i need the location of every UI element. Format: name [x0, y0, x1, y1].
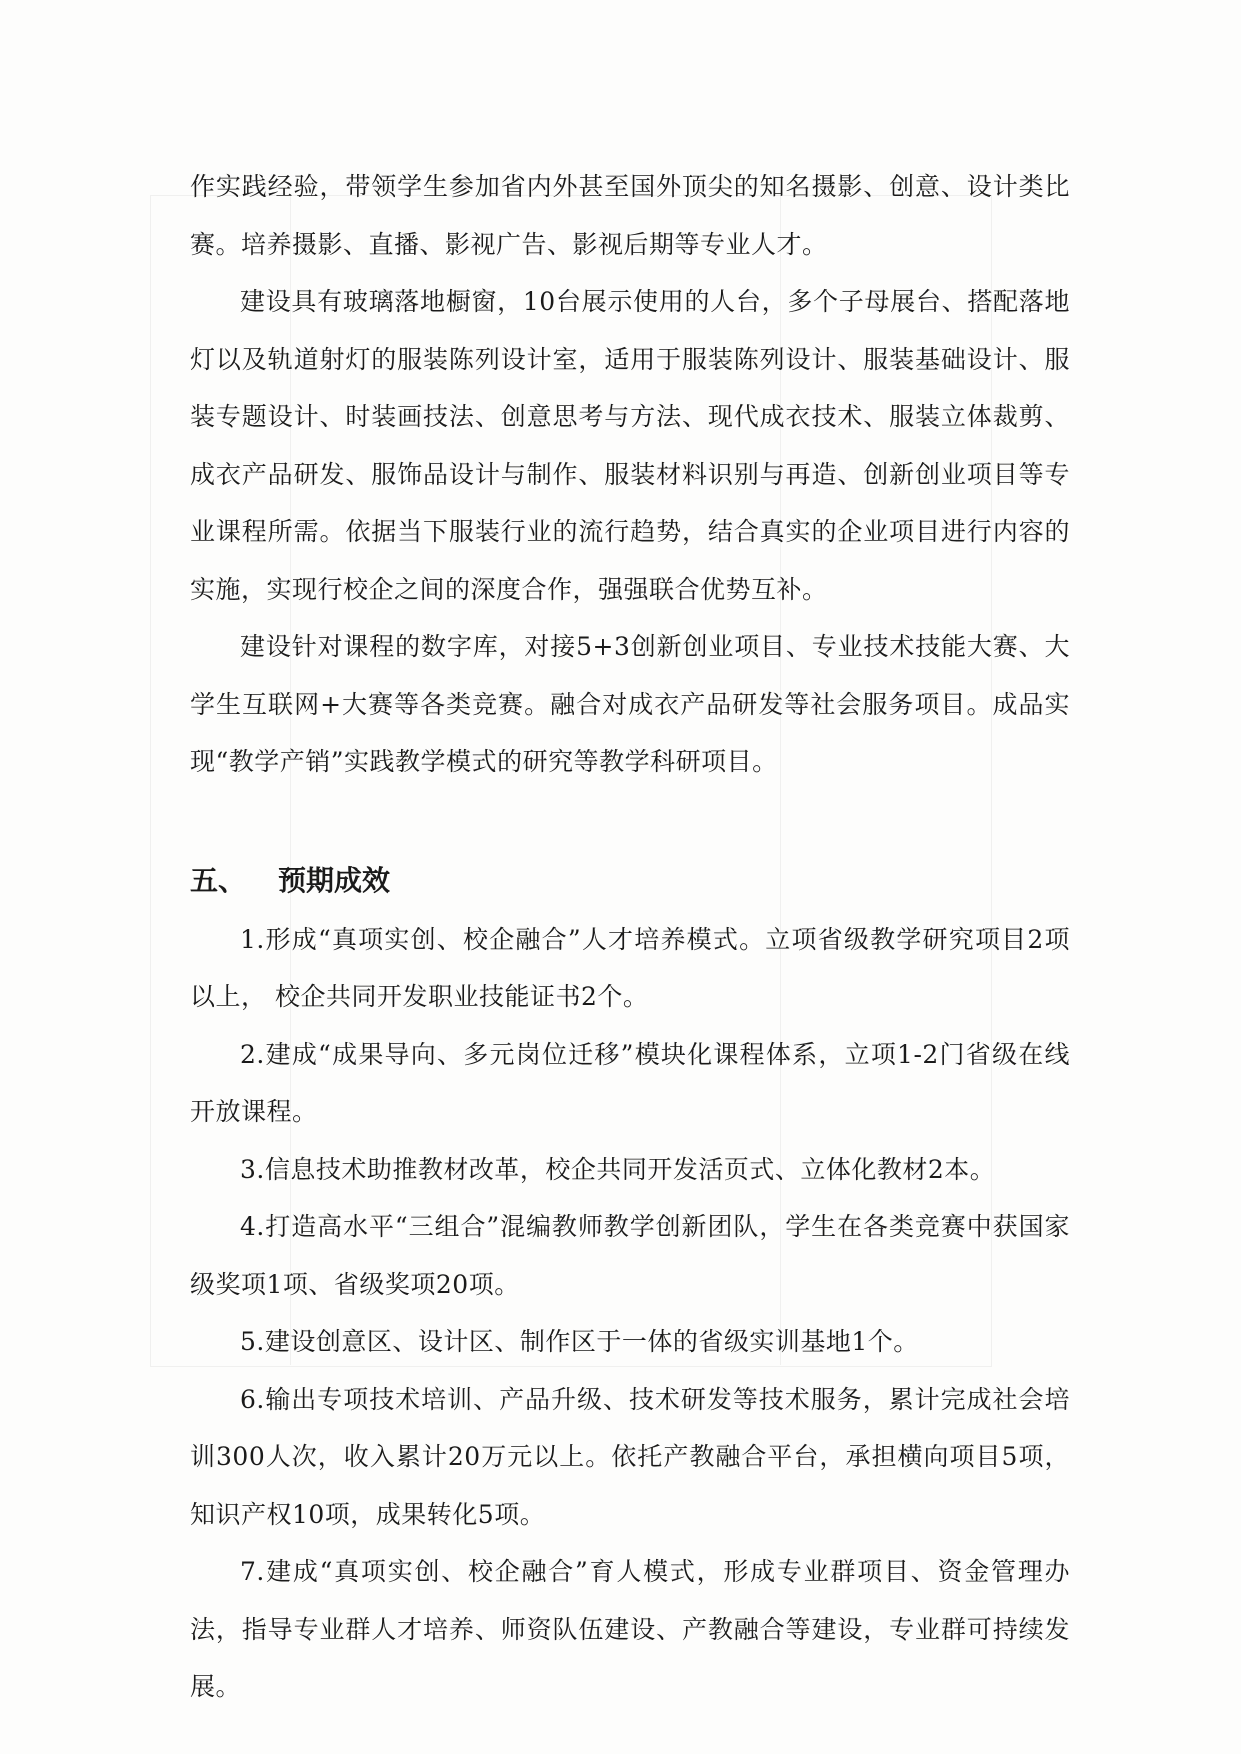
paragraph-1: 作实践经验，带领学生参加省内外甚至国外顶尖的知名摄影、创意、设计类比赛。培养摄影、直播、影视广告、影视后期等专业人才。 [190, 172, 1070, 259]
paragraph-3: 建设针对课程的数字库，对接5+3创新创业项目、专业技术技能大赛、大学生互联网+大赛等各类竞赛。融合对成衣产品研发等社会服务项目。成品实现“教学产销”实践教学模式的研究等教学科研项目。 [190, 632, 1070, 776]
section-title: 预期成效 [278, 863, 391, 897]
outcome-item-6: 6.输出专项技术培训、产品升级、技术研发等技术服务，累计完成社会培训300人次，收入累计20万元以上。依托产教融合平台，承担横向项目5项，知识产权10项，成果转化5项。 [190, 1384, 1070, 1529]
outcome-item-3: 3.信息技术助推教材改革，校企共同开发活页式、立体化教材2本。 [240, 1154, 996, 1184]
paragraph-2: 建设具有玻璃落地橱窗，10台展示使用的人台，多个子母展台、搭配落地灯以及轨道射灯的服装陈列设计室，适用于服装陈列设计、服装基础设计、服装专题设计、时装画技法、创意思考与方法、现代成衣技术、服装立体裁剪、成衣产品研发、服饰品设计与制作、服装材料识别与再造、创新创业项目等专业课程所需。依据当下服装行业的流行趋势，结合真实的企业项目进行内容的实施，实现行校企之间的深度合作，强强联合优势互补。 [190, 287, 1070, 604]
outcome-item-5: 5.建设创意区、设计区、制作区于一体的省级实训基地1个。 [240, 1327, 919, 1356]
outcome-item-1: 1.形成“真项实创、校企融合”人才培养模式。立项省级教学研究项目2项以上， 校企共同开发职业技能证书2个。 [190, 924, 1070, 1011]
outcome-item-7: 7.建成“真项实创、校企融合”育人模式，形成专业群项目、资金管理办法，指导专业群人才培养、师资队伍建设、产教融合等建设，专业群可持续发展。 [190, 1557, 1070, 1701]
section-heading [190, 851, 1070, 911]
document-body [190, 158, 1070, 1716]
section-number: 五、 [190, 863, 247, 897]
outcome-item-4: 4.打造高水平“三组合”混编教师教学创新团队，学生在各类竞赛中获国家级奖项1项、省级奖项20项。 [190, 1212, 1070, 1299]
outcome-item-2: 2.建成“成果导向、多元岗位迁移”模块化课程体系，立项1-2门省级在线开放课程。 [190, 1039, 1070, 1126]
section-spacer [190, 791, 1070, 851]
